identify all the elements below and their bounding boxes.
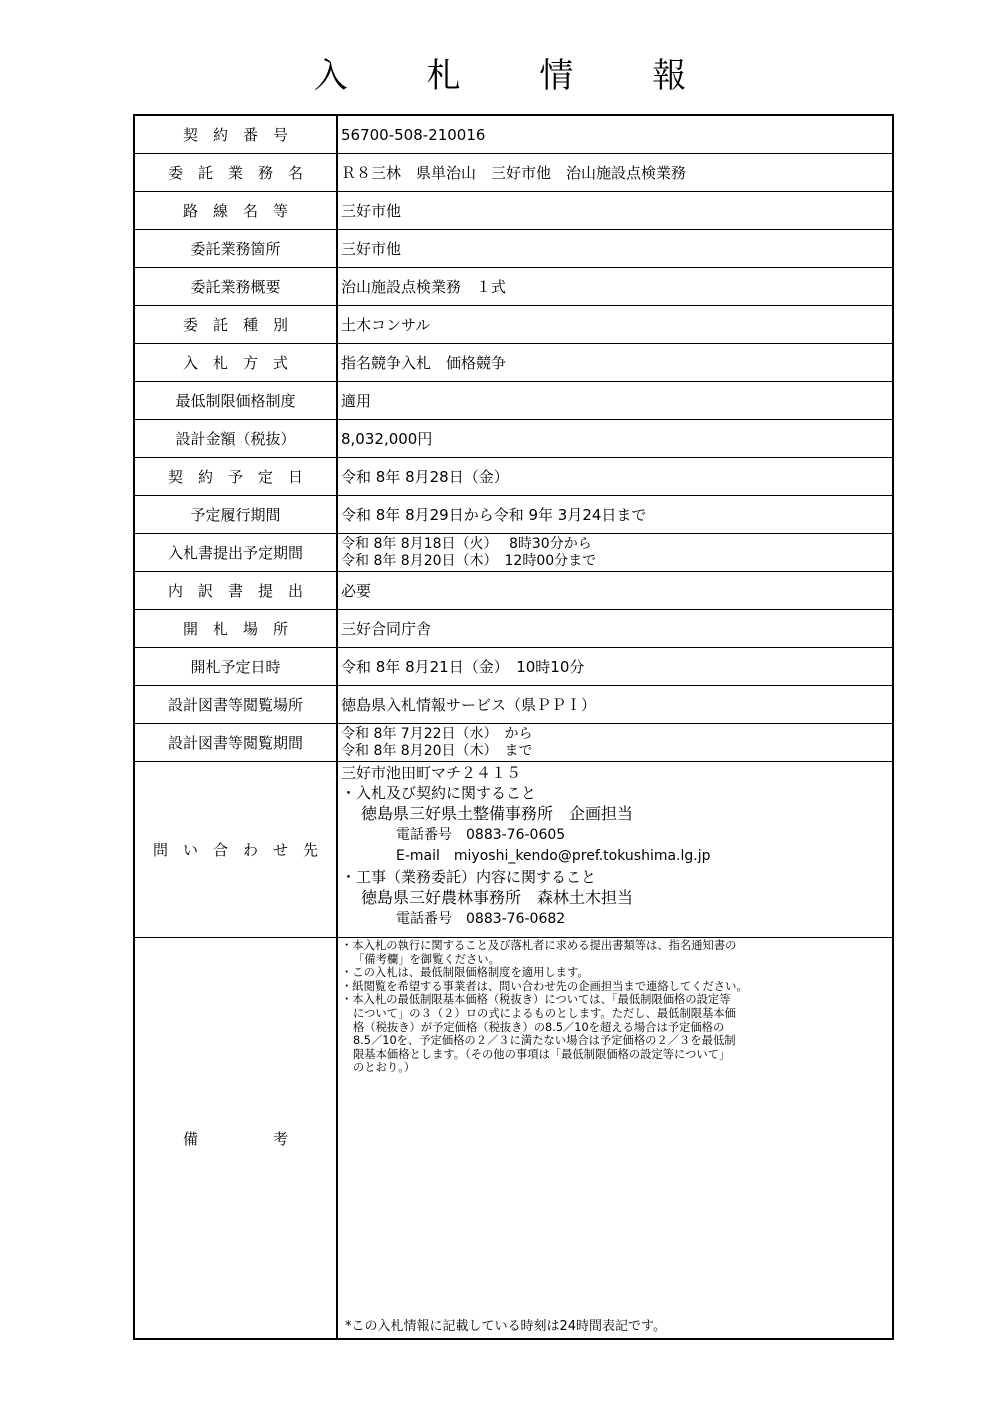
contact-work-heading: ・工事（業務委託）内容に関すること <box>341 868 597 886</box>
contact-bid-phone: 電話番号 0883-76-0605 <box>396 827 566 843</box>
table-row <box>135 610 892 648</box>
row-value <box>341 268 888 305</box>
row-value <box>341 382 888 419</box>
remark-line: について」の３（２）ロの式によるものとします。ただし、最低制限基本価 <box>353 1006 736 1020</box>
contact-work-phone: 電話番号 0883-76-0682 <box>396 911 566 927</box>
table-row <box>135 306 892 344</box>
viewing-start: 令和 8年 7月22日（水） から <box>341 725 533 742</box>
row-value <box>341 230 888 267</box>
breakdown-submission: 必要 <box>341 582 372 600</box>
row-label: 設計図書等閲覧場所 <box>135 686 338 723</box>
row-value <box>341 458 888 495</box>
row-label: 開 札 場 所 <box>135 610 338 647</box>
table-row <box>135 458 892 496</box>
work-name: Ｒ８三林 県単治山 三好市他 治山施設点検業務 <box>341 164 687 182</box>
page-title: 入 札 情 報 <box>313 56 721 96</box>
row-label: 開札予定日時 <box>135 648 338 685</box>
table-row <box>135 344 892 382</box>
row-value <box>341 496 888 533</box>
row-value <box>341 192 888 229</box>
footer-note: *この入札情報に記載している時刻は24時間表記です。 <box>345 1319 667 1334</box>
viewing-place: 徳島県入札情報サービス（県ＰＰＩ） <box>341 696 597 714</box>
row-value <box>341 610 888 647</box>
table-row <box>135 154 892 192</box>
row-label: 契 約 予 定 日 <box>135 458 338 495</box>
remark-line: ・本入札の執行に関すること及び落札者に求める提出書類等は、指名通知書の <box>341 939 737 952</box>
row-value <box>341 306 888 343</box>
row-label: 設計金額（税抜） <box>135 420 338 457</box>
row-label: 設計図書等閲覧期間 <box>135 724 338 761</box>
row-label: 契 約 番 号 <box>135 116 338 153</box>
contact-details <box>341 762 888 937</box>
contact-bid-heading: ・入札及び契約に関すること <box>341 784 537 802</box>
table-row <box>135 382 892 420</box>
table-row <box>135 496 892 534</box>
remark-line: ・この入札は、最低制限価格制度を適用します。 <box>341 966 589 980</box>
table-row <box>135 230 892 268</box>
row-label: 予定履行期間 <box>135 496 338 533</box>
row-value <box>341 534 888 571</box>
viewing-end: 令和 8年 8月20日（木） まで <box>341 742 533 759</box>
remark-line: 格（税抜き）が予定価格（税抜き）の8.5／10を超える場合は予定価格の <box>353 1020 725 1034</box>
remark-line: ・本入札の最低制限基本価格（税抜き）については、「最低制限価格の設定等 <box>341 993 731 1007</box>
work-category: 土木コンサル <box>341 316 431 334</box>
row-label: 委 託 業 務 名 <box>135 154 338 191</box>
min-price-system: 適用 <box>341 392 372 410</box>
remark-line: 限基本価格とします。（その他の事項は「最低制限価格の設定等について」 <box>353 1047 731 1061</box>
row-label: 最低制限価格制度 <box>135 382 338 419</box>
opening-place: 三好合同庁舎 <box>341 620 432 638</box>
design-amount: 8,032,000円 <box>341 430 433 448</box>
remarks-notes <box>341 938 888 1338</box>
table-row <box>135 420 892 458</box>
work-location: 三好市他 <box>341 240 402 258</box>
contract-number: 56700-508-210016 <box>341 125 486 144</box>
table-row <box>135 268 892 306</box>
row-value <box>341 724 888 761</box>
contact-bid-office: 徳島県三好県土整備事務所 企画担当 <box>361 804 634 823</box>
row-label: 委 託 種 別 <box>135 306 338 343</box>
table-row <box>135 572 892 610</box>
bid-submission-start: 令和 8年 8月18日（火） 8時30分から <box>341 535 592 552</box>
row-label: 内 訳 書 提 出 <box>135 572 338 609</box>
table-row <box>135 686 892 724</box>
row-value <box>341 116 888 153</box>
contact-bid-email: E-mail miyoshi_kendo@pref.tokushima.lg.jp <box>396 848 711 864</box>
remarks-row <box>135 938 892 1338</box>
row-value <box>341 648 888 685</box>
remark-line: 8.5／10を、予定価格の２／３に満たない場合は予定価格の２／３を最低制 <box>353 1034 736 1048</box>
table-row <box>135 648 892 686</box>
route-name: 三好市他 <box>341 202 402 220</box>
remark-line: ・紙閲覧を希望する事業者は、問い合わせ先の企画担当まで連絡してください。 <box>341 979 748 993</box>
table-row <box>135 192 892 230</box>
row-label: 入 札 方 式 <box>135 344 338 381</box>
row-value <box>341 420 888 457</box>
bid-submission-end: 令和 8年 8月20日（木） 12時00分まで <box>341 552 597 569</box>
bid-method: 指名競争入札 価格競争 <box>341 354 507 372</box>
bid-info-table <box>133 114 894 1340</box>
remark-line: のとおり。） <box>353 1061 416 1075</box>
row-label: 入札書提出予定期間 <box>135 534 338 571</box>
row-label: 路 線 名 等 <box>135 192 338 229</box>
contact-row <box>135 762 892 938</box>
contract-date: 令和 8年 8月28日（金） <box>341 468 509 486</box>
contact-work-office: 徳島県三好農林事務所 森林土木担当 <box>361 888 634 907</box>
row-value <box>341 154 888 191</box>
opening-datetime: 令和 8年 8月21日（金） 10時10分 <box>341 658 585 676</box>
remark-line: 「備考欄」を御覧ください。 <box>353 952 500 966</box>
row-label: 委託業務箇所 <box>135 230 338 267</box>
table-row <box>135 534 892 572</box>
row-label: 備 考 <box>135 938 338 1338</box>
row-value <box>341 686 888 723</box>
row-label: 委託業務概要 <box>135 268 338 305</box>
row-value <box>341 344 888 381</box>
row-label: 問 い 合 わ せ 先 <box>135 762 338 937</box>
row-value <box>341 572 888 609</box>
work-summary: 治山施設点検業務 １式 <box>341 278 507 296</box>
table-row <box>135 116 892 154</box>
contact-address: 三好市池田町マチ２４１５ <box>341 764 522 782</box>
table-row <box>135 724 892 762</box>
performance-period: 令和 8年 8月29日から令和 9年 3月24日まで <box>341 506 647 524</box>
